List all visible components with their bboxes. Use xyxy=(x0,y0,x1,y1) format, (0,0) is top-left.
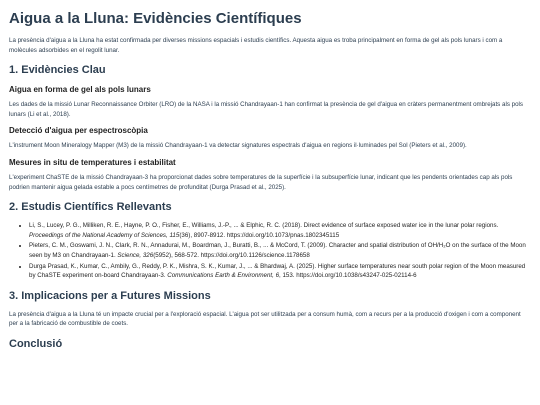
reference-item xyxy=(29,262,531,281)
reference-doi: (5952), 568-572. https://doi.org/10.1126/science.1178658 xyxy=(153,251,310,259)
section-heading-evidencies: 1. Evidències Clau xyxy=(9,64,106,77)
reference-journal: Proceedings of the National Academy of Sciences, 115 xyxy=(29,231,180,239)
section-heading-conclusio: Conclusió xyxy=(9,337,63,350)
subsection-text-gel: Les dades de la missió Lunar Reconnaissance Orbiter (LRO) de la NASA i la missió Chandrayaan-1 han confirmat la presència de gel d'aigua en cràters permanentment ombrejats als pols lunars (Li et al., 2018). xyxy=(9,101,523,118)
subsection-text-temperatures: L'experiment ChaSTE de la missió Chandrayaan-3 ha proporcionat dades sobre temperatures de la superfície i la subsuperfície lunar, indicant que les pendents orientades cap als pols podrien mantenir aigua gelada estable a pocs centímetres de profunditat (Durga Prasad et al., 2025). xyxy=(9,173,513,191)
reference-doi: , 153. https://doi.org/10.1038/s43247-025-02114-6 xyxy=(279,272,417,280)
subsection-heading-espectroscopia: Detecció d'aigua per espectroscòpia xyxy=(9,126,148,136)
reference-doi: (36), 8907-8912. https://doi.org/10.1073/pnas.1802345115 xyxy=(179,231,340,239)
reference-item xyxy=(29,221,531,240)
section-text-implicacions: La presència d'aigua a la Lluna té un impacte crucial per a l'exploració espacial. L'aigua pot ser utilitzada per a consum humà, com a recurs per a la producció d'oxigen i com a component per a la fabricació de combustible de coets. xyxy=(9,310,521,328)
subsection-heading-temperatures: Mesures in situ de temperatures i estabilitat xyxy=(9,157,176,167)
reference-text: Durga Prasad, K., Kumar, C., Ambily, G., Reddy, P. K., Mishra, S. K., Kumar, J., ... & Bhardwaj, A. (2025). Higher surface temperatures near south polar region of the Moon measured by ChaSTE experiment on-board Chandrayaan-3. xyxy=(29,262,526,280)
section-heading-estudis: 2. Estudis Científics Rellevants xyxy=(9,201,172,214)
subsection-heading-gel: Aigua en forma de gel als pols lunars xyxy=(9,85,151,95)
reference-text: Li, S., Lucey, P. G., Milliken, R. E., Hayne, P. O., Fisher, E., Williams, J.-P., ... & Elphic, R. C. (2018). Direct evidence of surface exposed water ice in the lunar polar regions. xyxy=(29,222,499,230)
subsection-text-espectroscopia: L'instrument Moon Mineralogy Mapper (M3) de la missió Chandrayaan-1 va detectar signatures espectrals d'aigua en regions il·luminades pel Sol (Pieters et al., 2009). xyxy=(9,142,467,150)
reference-text: Pieters, C. M., Goswami, J. N., Clark, R. N., Annadurai, M., Boardman, J., Buratti, B., ... & McCord, T. (2009). Character and spatial distribution of OH/H₂O on the surface of the Moon seen by M3 on Chandrayaan-1. xyxy=(29,242,526,259)
reference-journal: Communications Earth & Environment, 6 xyxy=(167,272,280,280)
page-title: Aigua a la Lluna: Evidències Científiques xyxy=(9,10,302,27)
reference-item xyxy=(29,241,531,260)
intro-paragraph: La presència d'aigua a la Lluna ha estat confirmada per diverses missions espacials i estudis científics. Aquesta aigua es troba principalment en forma de gel als pols lunars i com a molècules adsorbides en el regolit lunar. xyxy=(9,37,503,54)
reference-journal: Science, 326 xyxy=(117,251,154,259)
reference-list xyxy=(9,221,531,281)
section-heading-implicacions: 3. Implicacions per a Futures Missions xyxy=(9,289,211,302)
